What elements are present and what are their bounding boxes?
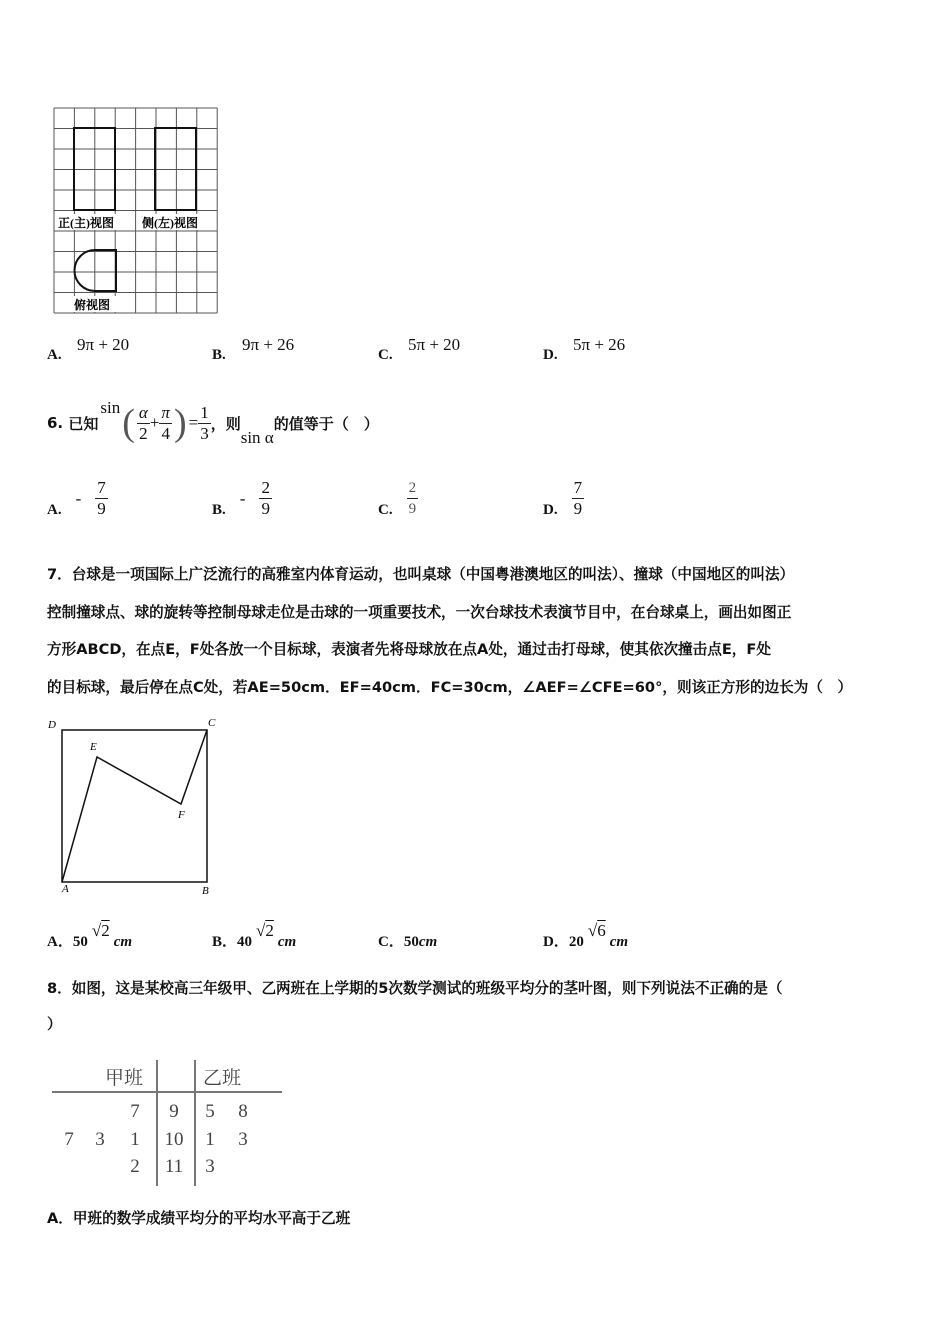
option-coef: 50 <box>72 934 88 950</box>
square-abcd-figure <box>40 712 230 902</box>
stem: 9 <box>169 1101 179 1122</box>
q6-sin: sin <box>100 398 121 417</box>
option-label: B． <box>212 934 238 950</box>
q7-line: 7．台球是一项国际上广泛流行的高雅室内体育运动，也叫桌球（中国粤港澳地区的叫法）、撞球（中国地区的叫法） <box>47 566 795 583</box>
option-label: D． <box>543 934 569 950</box>
q8-option-a[interactable]: A．甲班的数学成绩平均分的平均水平高于乙班 <box>47 1210 351 1227</box>
numerator: 2 <box>407 478 419 499</box>
point-b-label: B <box>202 885 209 897</box>
option-label: B. <box>212 502 226 518</box>
q6-plus: + <box>149 413 160 432</box>
q6-prefix: 已知 <box>68 414 99 433</box>
numerator: 7 <box>573 478 583 497</box>
option-unit: cm <box>609 934 629 950</box>
numerator: 2 <box>261 478 270 497</box>
q6-one: 1 <box>200 402 209 422</box>
q5-option-c-value: 5π + 20 <box>408 335 461 354</box>
point-d-label: D <box>48 719 56 731</box>
q7-option-c[interactable] <box>378 921 437 951</box>
q8-line: ） <box>47 1016 62 1033</box>
q6-option-c[interactable] <box>378 478 418 519</box>
option-unit: cm <box>113 934 133 950</box>
option-coef: 50 <box>403 934 419 950</box>
leaf: 5 <box>205 1101 215 1122</box>
denominator: 9 <box>573 499 583 518</box>
point-f-label: F <box>178 809 185 821</box>
q7-option-d[interactable]: D． 20 √6 cm <box>543 921 629 950</box>
leaf: 1 <box>130 1129 140 1150</box>
option-label: A. <box>47 502 62 518</box>
leaf: 3 <box>205 1156 215 1177</box>
right-header: 乙班 <box>203 1068 242 1089</box>
q5-option-d-value: 5π + 26 <box>573 335 626 354</box>
q6-option-a[interactable] <box>47 478 108 519</box>
q7-option-b[interactable]: B． 40 √2 cm <box>212 921 297 950</box>
q6-four: 4 <box>161 423 170 443</box>
q5-option-d-label[interactable]: D. <box>543 347 558 363</box>
q6-three: 3 <box>200 423 209 443</box>
option-unit: cm <box>277 934 297 950</box>
leaf: 7 <box>64 1129 74 1150</box>
option-coef: 40 <box>237 934 253 950</box>
q5-option-c-label[interactable]: C. <box>378 347 393 363</box>
numerator: 7 <box>97 478 106 497</box>
leaf: 2 <box>130 1156 140 1177</box>
q7-line: 的目标球，最后停在点C处，若AE=50cm．EF=40cm．FC=30cm，∠AEF=∠CFE=60°，则该正方形的边长为（ ） <box>47 679 853 696</box>
q7-line: 控制撞球点、球的旋转等控制母球走位是击球的一项重要技术，一次台球技术表演节目中，在台球桌上，画出如图正 <box>47 604 792 621</box>
option-root: 2 <box>101 921 110 940</box>
q6-mid: ，则 <box>210 414 241 433</box>
q7-line: 方形ABCD，在点E，F处各放一个目标球，表演者先将母球放在点A处，通过击打母球，使其依次撞击点E，F处 <box>47 641 771 658</box>
option-unit: cm <box>418 934 438 950</box>
leaf: 3 <box>238 1129 248 1150</box>
q5-option-a-value: 9π + 20 <box>77 335 130 354</box>
top-view-label: 俯视图 <box>74 298 111 312</box>
point-a-label: A <box>62 883 69 895</box>
option-label: C. <box>378 502 393 518</box>
option-sign: - <box>75 488 82 508</box>
left-header: 甲班 <box>105 1068 144 1089</box>
q6-two: 2 <box>139 423 148 443</box>
q6-equals: = <box>188 413 199 432</box>
point-c-label: C <box>208 717 216 729</box>
q6-pi: π <box>161 402 170 422</box>
front-view-label: 正(主)视图 <box>58 216 114 230</box>
leaf: 7 <box>130 1101 140 1122</box>
side-view-label: 侧(左)视图 <box>142 216 198 230</box>
denominator: 9 <box>97 499 106 518</box>
q7-option-a[interactable]: A． 50 √2 cm <box>47 921 133 950</box>
q8-line: 8．如图，这是某校高三年级甲、乙两班在上学期的5次数学测试的班级平均分的茎叶图，则下列说法不正确的是（ <box>47 980 783 997</box>
leaf: 8 <box>238 1101 248 1122</box>
question-6: 6. 已知 sin ( $\frac{\alpha}{2}$ + $\frac{\pi}{4}$ ) = $\frac{1}{3}$ ，则 sin α 的值等于（ ） <box>47 398 379 447</box>
q5-option-a-label[interactable]: A. <box>47 347 62 363</box>
q5-option-b-value: 9π + 26 <box>242 335 295 354</box>
q6-option-d[interactable] <box>543 478 584 519</box>
option-root: 6 <box>597 921 606 940</box>
path-aefc <box>62 730 207 882</box>
q6-number: 6. <box>47 414 64 432</box>
option-label: A． <box>47 934 73 950</box>
q6-option-b[interactable] <box>212 478 272 519</box>
option-root: 2 <box>265 921 274 940</box>
denominator: 9 <box>261 499 270 518</box>
stem-leaf-plot <box>50 1058 290 1188</box>
q6-sin-alpha: sin α <box>240 428 274 447</box>
denominator: 9 <box>408 501 417 517</box>
point-e-label: E <box>90 741 97 753</box>
stem: 10 <box>164 1129 184 1150</box>
three-view-figure <box>50 104 225 319</box>
option-label: C． <box>378 934 404 950</box>
leaf: 3 <box>95 1129 105 1150</box>
q5-option-b-label[interactable]: B. <box>212 347 226 363</box>
option-sign: - <box>239 488 246 508</box>
option-coef: 20 <box>568 934 584 950</box>
q6-suffix: 的值等于（ ） <box>273 414 379 433</box>
option-label: D. <box>543 502 558 518</box>
leaf: 1 <box>205 1129 215 1150</box>
q6-alpha: α <box>138 402 148 422</box>
stem: 11 <box>164 1156 184 1177</box>
